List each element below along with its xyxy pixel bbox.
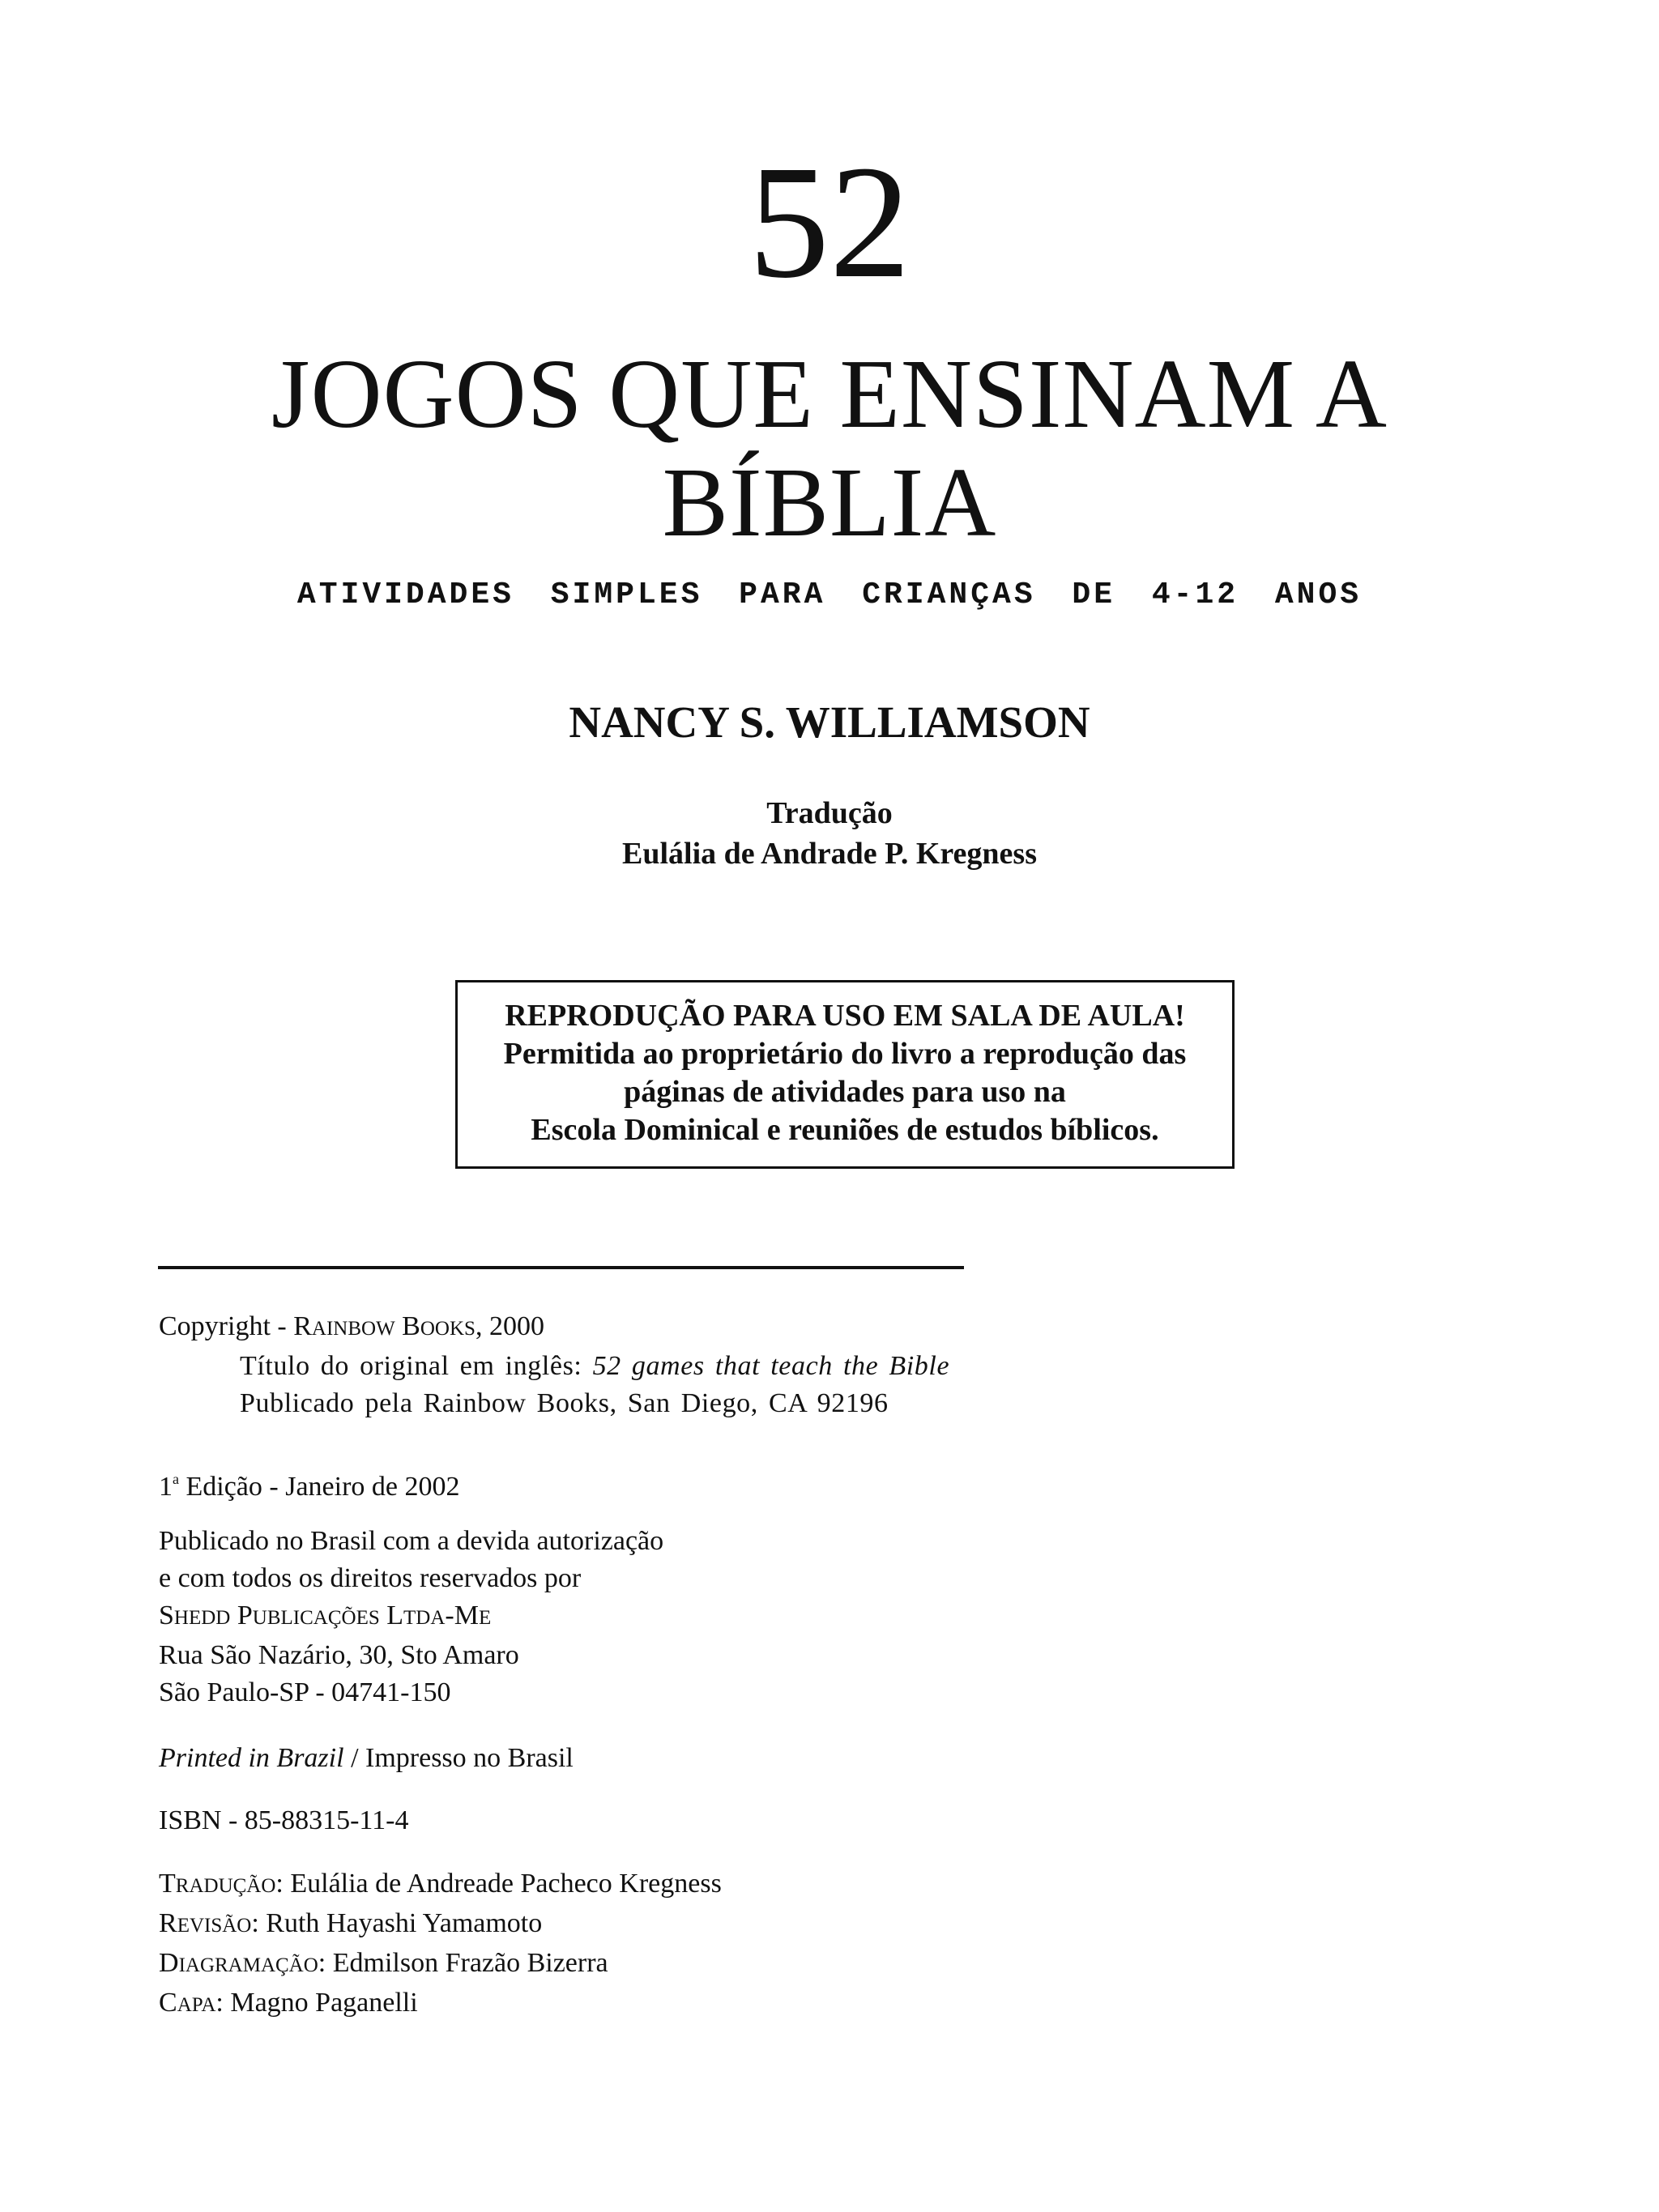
- publisher-initial: B: [402, 1311, 420, 1341]
- staff-role: EVISÃO: [177, 1915, 252, 1937]
- notice-line-4: Escola Dominical e reuniões de estudos bíblicos.: [531, 1113, 1159, 1147]
- edition-text: Edição - Janeiro de 2002: [179, 1472, 460, 1502]
- staff-role-initial: C: [159, 1988, 177, 2018]
- published-by-line: Publicado pela Rainbow Books, San Diego, CA 92196: [240, 1388, 889, 1418]
- publisher-name-initial: M: [454, 1600, 479, 1630]
- notice-line-3: páginas de atividades para uso na: [624, 1075, 1066, 1109]
- staff-name: : Ruth Hayashi Yamamoto: [251, 1908, 543, 1938]
- original-title-line: [159, 1348, 949, 1385]
- publisher-name-word: TDA: [403, 1607, 446, 1629]
- staff-role: APA: [177, 1994, 216, 2016]
- translator-name: Eulália de Andrade P. Kregness: [621, 837, 1038, 871]
- section-divider: [158, 1266, 964, 1269]
- edition-ordinal: a: [173, 1471, 179, 1487]
- staff-role-initial: D: [159, 1948, 179, 1978]
- translation-label: Tradução: [766, 796, 893, 830]
- staff-name: : Magno Paganelli: [215, 1988, 418, 2018]
- notice-line-1: REPRODUÇÃO PARA USO EM SALA DE AULA!: [505, 999, 1185, 1033]
- staff-credit-revision: [159, 1905, 722, 1945]
- original-title: 52 games that teach the Bible: [592, 1351, 950, 1381]
- book-title: [0, 340, 1659, 557]
- publisher-name-initial: L: [386, 1600, 404, 1630]
- staff-role-initial: R: [159, 1908, 177, 1938]
- copyright-line: [159, 1308, 949, 1348]
- publisher-name-initial: P: [237, 1600, 253, 1630]
- printed-in-line: [159, 1740, 574, 1777]
- publisher-word: OOKS: [420, 1318, 476, 1340]
- title-number: 52: [748, 133, 911, 312]
- isbn-line: ISBN - 85-88315-11-4: [159, 1805, 409, 1835]
- publisher-name-separator: -: [445, 1600, 454, 1630]
- staff-name: : Eulália de Andreade Pacheco Kregness: [275, 1869, 722, 1899]
- staff-role: RADUÇÃO: [175, 1875, 276, 1897]
- book-subtitle: ATIVIDADES SIMPLES PARA CRIANÇAS DE 4-12 ANOS: [296, 578, 1363, 612]
- original-title-label: Título do original em inglês:: [240, 1351, 593, 1381]
- publisher-name-word: UBLICAÇÕES: [252, 1607, 380, 1629]
- staff-role-initial: T: [159, 1869, 176, 1899]
- copyright-prefix: Copyright -: [159, 1311, 294, 1341]
- printed-in-portuguese: Impresso no Brasil: [365, 1743, 574, 1773]
- staff-credit-layout: [159, 1945, 722, 1984]
- reproduction-notice-box: [455, 980, 1235, 1169]
- book-title-line-1: JOGOS QUE ENSINAM A: [271, 339, 1388, 449]
- publisher-word: AINBOW: [311, 1318, 395, 1340]
- publisher-name-word: E: [478, 1607, 492, 1629]
- author-name: NANCY S. WILLIAMSON: [569, 697, 1090, 747]
- staff-name: : Edmilson Frazão Bizerra: [318, 1948, 608, 1978]
- copyright-year: , 2000: [475, 1311, 544, 1341]
- staff-credit-cover: [159, 1984, 722, 2024]
- publisher-address-line-2: São Paulo-SP - 04741-150: [159, 1677, 451, 1707]
- publisher-info-block: [159, 1523, 663, 1711]
- notice-line-2: Permitida ao proprietário do livro a reprodução das: [503, 1037, 1187, 1071]
- edition-number: 1: [159, 1472, 173, 1502]
- publisher-info-line-1: Publicado no Brasil com a devida autorização: [159, 1526, 664, 1556]
- copyright-block: [159, 1308, 949, 1422]
- publisher-name-word: HEDD: [173, 1607, 231, 1629]
- publisher-address-line-1: Rua São Nazário, 30, Sto Amaro: [159, 1640, 519, 1670]
- publisher-initial: R: [293, 1311, 312, 1341]
- edition-line: [159, 1460, 460, 1506]
- printed-in-english: Printed in Brazil: [159, 1743, 344, 1773]
- publisher-name: [159, 1597, 663, 1637]
- staff-credit-translation: [159, 1865, 722, 1905]
- staff-credits: [159, 1865, 722, 2024]
- staff-role: IAGRAMAÇÃO: [178, 1954, 318, 1976]
- book-title-line-2: BÍBLIA: [662, 448, 997, 557]
- publisher-info-line-2: e com todos os direitos reservados por: [159, 1563, 582, 1593]
- printed-separator: /: [343, 1743, 366, 1773]
- publisher-name-initial: S: [159, 1600, 174, 1630]
